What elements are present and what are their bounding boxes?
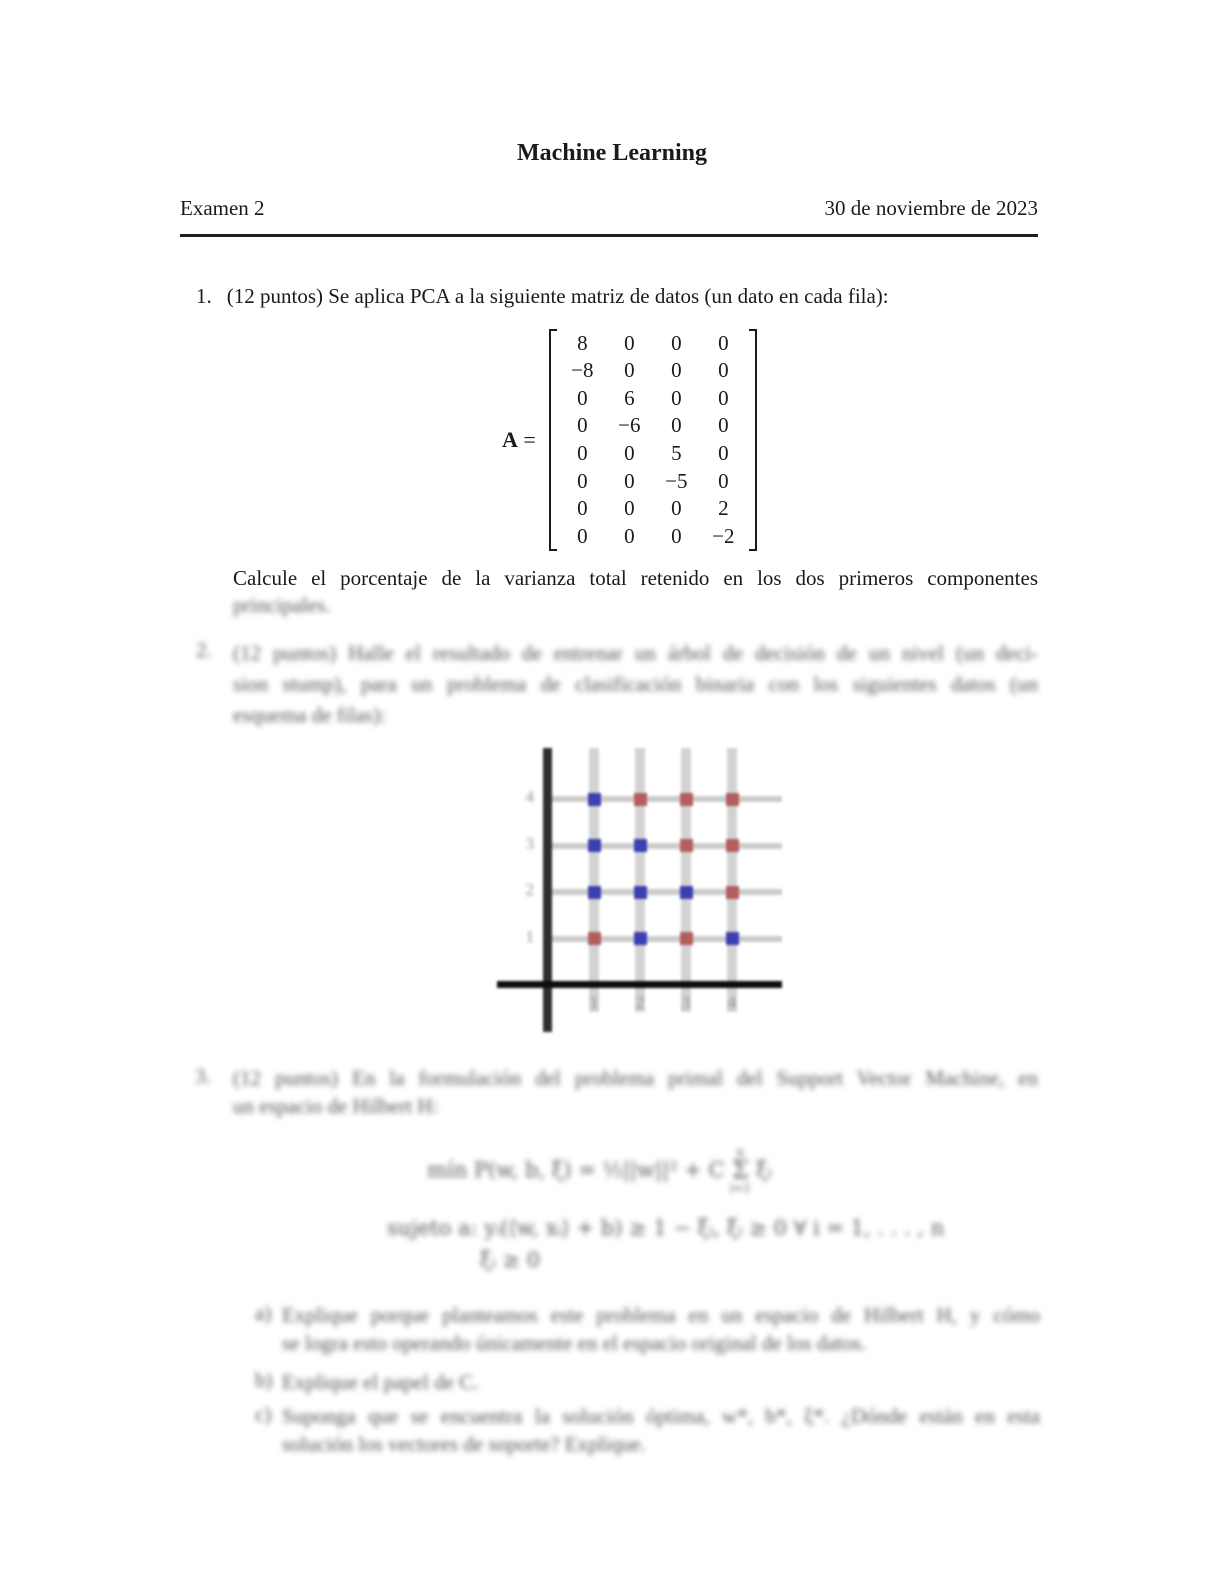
question-3-number: 3. xyxy=(195,1064,211,1088)
data-point-clase-roja xyxy=(680,793,693,806)
x-tick-label: 4 xyxy=(727,993,737,1012)
x-tick-label: 2 xyxy=(635,993,645,1012)
matrix-cell: 0 xyxy=(671,496,682,521)
svm-constraint-1-blurred: sujeto a: yᵢ(⟨w, xᵢ⟩ + b) ≥ 1 − ξᵢ, ξᵢ ≥ 0 ∀ i = 1, . . . , n xyxy=(387,1216,945,1240)
matrix-cell: −8 xyxy=(571,358,594,383)
text-line: sion stump), para un problema de clasificación binaria con los siguientes datos (un xyxy=(233,672,1038,696)
matrix-cell: 0 xyxy=(718,330,729,355)
question-1 xyxy=(196,284,1046,309)
x-tick-label: 3 xyxy=(681,993,691,1012)
question-3-text-blurred xyxy=(233,1064,1038,1120)
matrix-cell: 0 xyxy=(624,523,635,548)
grid-line-horizontal xyxy=(548,936,782,942)
data-point-clase-azul xyxy=(588,886,601,899)
matrix-cell: 0 xyxy=(718,468,729,493)
text-line: se logra esto operando únicamente en el espacio original de los datos. xyxy=(282,1331,867,1355)
subitem-a-label: a) xyxy=(255,1301,272,1325)
grid-line-vertical xyxy=(681,748,691,1012)
data-point-clase-azul xyxy=(680,886,693,899)
matrix-cell: 0 xyxy=(577,385,588,410)
matrix-cell: 5 xyxy=(671,441,682,465)
matrix-symbol: A xyxy=(502,427,518,452)
matrix-cell: 0 xyxy=(671,413,682,438)
matrix-cell: 0 xyxy=(577,468,588,493)
decision-data-scatter-plot xyxy=(470,737,800,1037)
data-point-clase-azul xyxy=(634,932,647,945)
y-tick-label: 3 xyxy=(525,833,534,853)
svm-primal-objective-blurred xyxy=(427,1146,772,1194)
matrix-cell: 0 xyxy=(671,385,682,410)
x-tick-label: 1 xyxy=(589,993,599,1012)
y-tick-label: 2 xyxy=(525,880,534,899)
matrix-cell: 0 xyxy=(577,413,588,438)
matrix-lhs xyxy=(502,427,536,453)
data-point-clase-roja xyxy=(634,793,647,806)
data-point-clase-azul xyxy=(634,886,647,899)
summation-sigma: Σ xyxy=(731,1156,749,1184)
formula-prefix: mín P(w, b, ξ) = ½||w||² + C xyxy=(427,1158,725,1182)
data-point-clase-roja xyxy=(680,932,693,945)
formula-suffix: ξᵢ xyxy=(756,1158,772,1182)
matrix-equation xyxy=(502,329,757,551)
question-2-text-blurred xyxy=(233,638,1038,731)
question-1-statement: (12 puntos) Se aplica PCA a la siguiente matriz de datos (un dato en cada fila): xyxy=(226,284,889,308)
x-axis xyxy=(497,981,782,988)
matrix-cell: 0 xyxy=(718,385,729,410)
subitem-a-text-blurred xyxy=(282,1301,1040,1357)
text-line: un espacio de Hilbert H: xyxy=(233,1094,439,1118)
grid-line-horizontal xyxy=(548,889,782,895)
question-1-followup-line2-blurred: principales. xyxy=(233,593,331,617)
data-point-clase-azul xyxy=(634,839,647,852)
matrix-cell: 0 xyxy=(624,358,635,383)
matrix-cell: 0 xyxy=(624,330,635,355)
text-line: esquema de filas): xyxy=(233,703,386,727)
matrix-grid xyxy=(557,330,749,551)
matrix-cell: −6 xyxy=(618,413,641,438)
matrix-cell: 8 xyxy=(577,330,588,355)
matrix-cell: 0 xyxy=(577,523,588,548)
y-axis xyxy=(543,748,552,1032)
text-line: solución los vectores de soporte? Explique. xyxy=(282,1432,646,1456)
y-tick-label: 4 xyxy=(525,787,534,806)
svm-constraint-2-blurred: ξᵢ ≥ 0 xyxy=(480,1248,541,1272)
subitem-c-text-blurred xyxy=(282,1402,1040,1458)
text-line: (12 puntos) Halle el resultado de entrenar un árbol de decisión de un nivel (un deci- xyxy=(233,641,1038,665)
matrix-cell: 0 xyxy=(671,523,682,548)
document-title: Machine Learning xyxy=(517,140,707,166)
grid-line-horizontal xyxy=(548,796,782,802)
subitem-b-text-blurred xyxy=(282,1368,1040,1396)
subitem-c-label: c) xyxy=(255,1402,272,1426)
data-point-clase-azul xyxy=(588,793,601,806)
matrix-right-bracket xyxy=(749,329,757,551)
matrix-cell: 0 xyxy=(671,330,682,355)
data-point-clase-roja xyxy=(680,839,693,852)
exam-label: Examen 2 xyxy=(180,196,265,220)
matrix-cell: 0 xyxy=(718,358,729,383)
equals-sign: = xyxy=(523,427,536,452)
matrix-left-bracket xyxy=(549,329,557,551)
question-2-number: 2. xyxy=(196,638,212,662)
summation-upper-limit: n xyxy=(736,1145,745,1159)
matrix-cell: 0 xyxy=(577,441,588,465)
question-1-followup-line1: Calcule el porcentaje de la varianza total retenido en los dos primeros componentes xyxy=(233,566,1038,590)
matrix-cell: −2 xyxy=(712,523,735,548)
data-point-clase-roja xyxy=(726,839,739,852)
matrix-cell: 0 xyxy=(624,496,635,521)
matrix-cell: 0 xyxy=(624,441,635,465)
question-1-number: 1. xyxy=(196,284,212,308)
matrix-cell: −5 xyxy=(665,468,688,493)
summation-symbol xyxy=(730,1146,752,1194)
header-rule xyxy=(180,234,1038,237)
matrix-cell: 0 xyxy=(718,413,729,438)
matrix-cell: 2 xyxy=(718,496,729,521)
grid-line-horizontal xyxy=(548,843,782,849)
matrix-cell: 0 xyxy=(577,496,588,521)
matrix-cell: 6 xyxy=(624,385,635,410)
text-line: Suponga que se encuentra la solución óptima, w*, b*, ξ*. ¿Dónde están en esta xyxy=(282,1404,1040,1428)
data-point-clase-azul xyxy=(726,932,739,945)
grid-line-vertical xyxy=(589,748,599,1012)
data-point-clase-azul xyxy=(588,839,601,852)
y-tick-label: 1 xyxy=(525,926,534,946)
subitem-b-label: b) xyxy=(255,1368,273,1392)
matrix-cell: 0 xyxy=(671,358,682,383)
data-point-clase-roja xyxy=(726,793,739,806)
grid-line-vertical xyxy=(635,748,645,1012)
data-point-clase-roja xyxy=(588,932,601,945)
exam-date: 30 de noviembre de 2023 xyxy=(824,196,1038,220)
matrix-cell: 0 xyxy=(718,441,729,465)
text-line: Explique el papel de C. xyxy=(282,1370,479,1394)
exam-subheader xyxy=(180,196,1038,221)
summation-lower-limit: i=1 xyxy=(729,1181,752,1195)
text-line: (12 puntos) En la formulación del problema primal del Support Vector Machine, en xyxy=(233,1066,1038,1090)
matrix-cell: 0 xyxy=(624,468,635,493)
data-point-clase-roja xyxy=(726,886,739,899)
grid-line-vertical xyxy=(727,748,737,1012)
text-line: Explique porque planteamos este problema en un espacio de Hilbert H, y cómo xyxy=(282,1303,1040,1327)
